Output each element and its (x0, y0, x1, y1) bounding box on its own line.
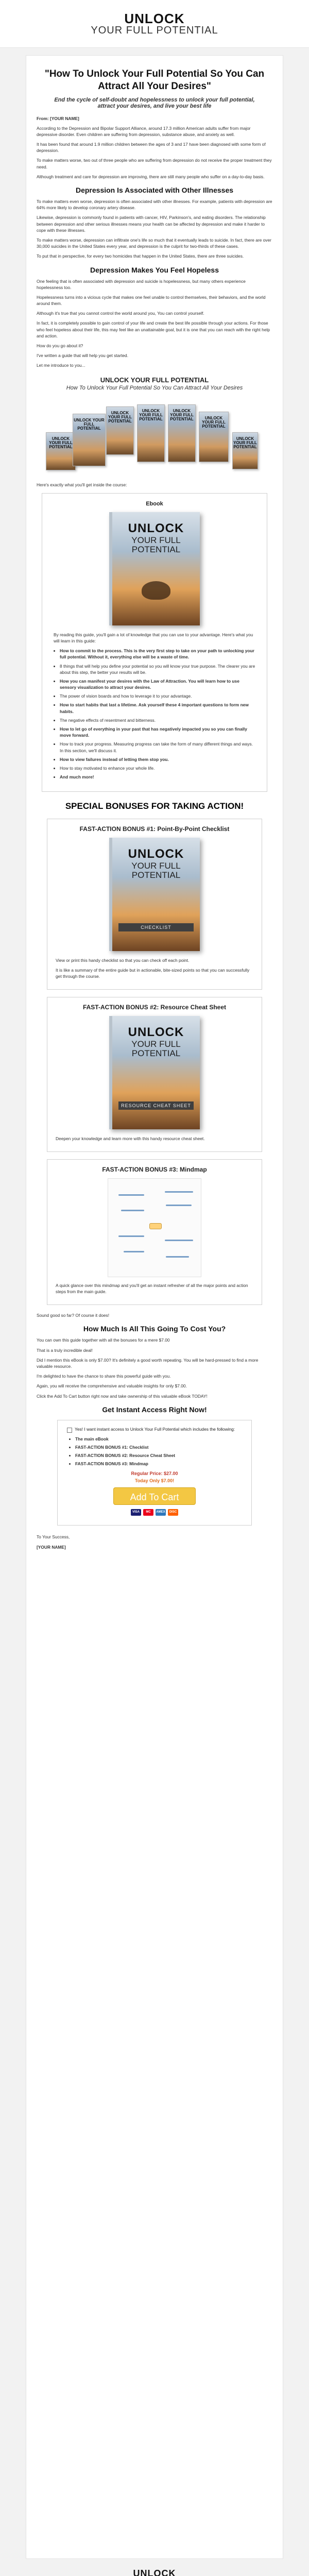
intro-paragraph: It has been found that around 1.9 million children between the ages of 3 and 17 have been diagnosed with some form of depression. (37, 142, 266, 154)
intro-paragraph: To make matters worse, two out of three people who are suffering from depression do not receive the proper treatment they need. (37, 158, 272, 170)
bundle-box-label: UNLOCK YOUR FULL POTENTIAL (233, 436, 257, 450)
list-item: • How to let go of everything in your past that has negatively impacted you so you can finally move forward. (60, 726, 255, 738)
cover-title: UNLOCK (128, 1025, 184, 1040)
order-heading: Get Instant Access Right Now! (102, 1405, 207, 1414)
section-paragraph: In fact, it is completely possible to gain control of your life and create the best life possible through your actions. For those who feel hopeless about their life, this may feel like an unattainable goal, but it is one that you can reach with the right help and action. (37, 320, 270, 338)
bonus-description: Deepen your knowledge and learn more with this handy resource cheat sheet. (56, 1136, 205, 1142)
pricing-heading: How Much Is All This Going To Cost You? (83, 1325, 226, 1333)
today-price: Today Only $7.00! (134, 1478, 175, 1484)
pricing-paragraph: Click the Add To Cart button right now and take ownership of this valuable eBook TODAY! (37, 1393, 208, 1399)
list-item: • How to start habits that last a lifetime. Ask yourself these 4 important questions to form new habits. (60, 702, 255, 714)
cover-subtitle: YOUR FULL POTENTIAL (131, 1039, 181, 1058)
cover-title: UNLOCK (128, 846, 184, 861)
list-item: • And much more! (60, 774, 255, 780)
ebook-bullet-list (54, 648, 255, 780)
list-item: • 8 things that will help you define your potential so you will know your true purpose. The clearer you are about this step, the better your results will be. (60, 663, 255, 675)
section-paragraph: Although it's true that you cannot control the world around you, You can control yourself. (37, 311, 204, 316)
section-paragraph: Let me introduce to you... (37, 363, 85, 368)
from-line: From: [YOUR NAME] (37, 115, 79, 121)
pricing-paragraph: I'm delighted to have the chance to share this powerful guide with you. (37, 1374, 171, 1379)
pricing-paragraph: You can own this guide together with all the bonuses for a mere $7.00 (37, 1337, 170, 1343)
bundle-box (232, 432, 258, 469)
bonus-card-1 (47, 819, 262, 990)
page-subtitle: End the cycle of self-doubt and hopelessness to unlock your full potential, attract your desires, and live your best life (54, 96, 255, 109)
cover-badge: RESOURCE CHEAT SHEET (118, 1101, 194, 1110)
bundle-box-label: UNLOCK YOUR FULL POTENTIAL (139, 408, 163, 422)
site-footer (0, 2559, 309, 2576)
list-item: • FAST-ACTION BONUS #2: Resource Cheat Sheet (75, 1452, 242, 1459)
bonuses-heading: SPECIAL BONUSES FOR TAKING ACTION! (65, 801, 244, 811)
cheat-sheet-cover (109, 1016, 200, 1129)
payment-cards (67, 1509, 242, 1516)
list-item: • The negative effects of resentment and bitterness. (60, 717, 255, 723)
section-paragraph: To put that in perspective, for every two homicides that happen in the United States, there are three suicides. (37, 253, 244, 259)
ebook-card (42, 493, 267, 792)
section-paragraph: How do you go about it? (37, 343, 83, 348)
section-paragraph: Hopelessness turns into a vicious cycle that makes one feel unable to control themselves, their behaviors, and the world around them. (37, 294, 266, 307)
site-header (0, 0, 309, 48)
cover-badge: CHECKLIST (118, 923, 194, 931)
discover-card-icon: DISC (168, 1509, 178, 1516)
signoff-name: [YOUR NAME] (37, 1544, 66, 1550)
brand-logo[interactable] (91, 12, 218, 36)
ebook-cover (109, 512, 200, 625)
list-item: • How to commit to the process. This is the very first step to take on your path to unlocking your full potential. Without it, everything else will be a waste of time. (60, 648, 255, 660)
section-paragraph: I've written a guide that will help you get started. (37, 353, 129, 359)
bonus-title: FAST-ACTION BONUS #1: Point-By-Point Checklist (79, 825, 230, 833)
bonus-description: View or print this handy checklist so that you can check off each point. (56, 957, 190, 963)
list-item: • FAST-ACTION BONUS #1: Checklist (75, 1444, 242, 1450)
list-item: • How to view failures instead of letting them stop you. (60, 756, 255, 762)
order-checkbox-row[interactable] (67, 1427, 242, 1433)
bundle-box-label: UNLOCK YOUR FULL POTENTIAL (108, 410, 132, 424)
mindmap-branch (165, 1240, 193, 1241)
list-item: • The power of vision boards and how to leverage it to your advantage. (60, 693, 255, 699)
section-heading: Depression Is Associated with Other Illnesses (75, 186, 234, 194)
cover-subtitle: YOUR FULL POTENTIAL (131, 860, 181, 880)
section-paragraph: Likewise, depression is commonly found in patients with cancer, HIV, Parkinson's, and eating disorders. The relationship between depression and other serious illnesses means your health can be affected by depression and make it harder to cope with these illnesses. (37, 215, 266, 233)
pricing-paragraph: Again, you will receive the comprehensive and valuable insights for only $7.00. (37, 1383, 187, 1389)
bonus-card-2 (47, 997, 262, 1152)
cover-title: UNLOCK (128, 521, 184, 535)
intro-paragraph: According to the Depression and Bipolar Support Alliance, around 17.3 million American adults suffer from major depressive disorder. Even children are suffering from depression, substance abuse, and anxiety as well. (37, 125, 251, 137)
add-to-cart-button[interactable]: Add To Cart (113, 1487, 196, 1505)
section-paragraph: Sound good so far? Of course it does! (37, 1313, 110, 1318)
bundle-box-label: UNLOCK YOUR FULL POTENTIAL (202, 415, 226, 429)
bundle-box (73, 414, 106, 466)
product-bundle-image (37, 396, 272, 473)
mindmap-image (108, 1178, 201, 1277)
list-item: • How to track your progress. Measuring progress can take the form of many different things and ways. In this section, we'll discuss it. (60, 741, 255, 753)
mindmap-branch (121, 1210, 144, 1211)
bundle-box (46, 432, 76, 470)
mindmap-branch (118, 1194, 144, 1196)
section-heading: Depression Makes You Feel Hopeless (90, 265, 219, 274)
order-box (57, 1420, 252, 1526)
regular-price: Regular Price: $27.00 (131, 1471, 178, 1477)
list-item: • How to stay motivated to enhance your whole life. (60, 765, 255, 771)
bundle-box-label: UNLOCK YOUR FULL POTENTIAL (49, 436, 73, 450)
bundle-box (199, 412, 229, 462)
product-title: UNLOCK YOUR FULL POTENTIAL (100, 376, 209, 384)
mindmap-branch (166, 1256, 189, 1258)
bonus-description: It is like a summary of the entire guide but in actionable, bite-sized points so that you can successfully get through the course. (56, 968, 250, 979)
mindmap-center-node (149, 1223, 162, 1229)
mindmap-branch (124, 1251, 144, 1252)
hand-image (142, 581, 170, 600)
bonus-description: A quick glance over this mindmap and you'll get an instant refresher of all the major points and action steps from the main guide. (56, 1282, 248, 1295)
order-checkbox[interactable] (67, 1428, 72, 1433)
pricing-paragraph: That is a truly incredible deal! (37, 1347, 93, 1353)
section-paragraph: Here's exactly what you'll get inside the course: (37, 482, 127, 487)
product-subtitle: How To Unlock Your Full Potential So You Can Attract All Your Desires (66, 384, 243, 391)
bonus-title: FAST-ACTION BONUS #2: Resource Cheat Sheet (82, 1004, 227, 1011)
list-item: • FAST-ACTION BONUS #3: Mindmap (75, 1461, 242, 1467)
mindmap-branch (166, 1205, 192, 1206)
footer-logo[interactable] (109, 2569, 201, 2576)
mindmap-branch (118, 1235, 144, 1237)
bundle-box-label: UNLOCK YOUR FULL POTENTIAL (170, 408, 194, 422)
page-title: "How To Unlock Your Full Potential So You Can Attract All Your Desires" (44, 69, 265, 92)
cover-subtitle: YOUR FULL POTENTIAL (131, 535, 181, 554)
logo-line-1: UNLOCK (133, 2568, 176, 2576)
bundle-box-label: UNLOCK YOUR FULL POTENTIAL (74, 417, 105, 431)
list-item: • The main eBook (75, 1436, 242, 1442)
section-paragraph: One feeling that is often associated with depression and suicide is hopelessness, but many others experience hopelessness too. (37, 278, 246, 290)
list-item: • How you can manifest your desires with the Law of Attraction. You will learn how to use sensory visualization to attract your desires. (60, 678, 255, 690)
bonus-card-3 (47, 1159, 262, 1305)
intro-paragraph: Although treatment and care for depression are improving, there are still many people who suffer on a day-to-day basis. (37, 174, 265, 179)
mastercard-icon: MC (143, 1509, 153, 1516)
mindmap-branch (165, 1191, 193, 1193)
sales-page-body (26, 55, 283, 2559)
pricing-paragraph: Did I mention this eBook is only $7.00? It's definitely a good worth repeating. You will be hard-pressed to find a more valuable resource. (37, 1357, 259, 1369)
bundle-box (168, 404, 196, 462)
bonus-title: FAST-ACTION BONUS #3: Mindmap (102, 1166, 207, 1174)
logo-line-2: YOUR FULL POTENTIAL (91, 25, 218, 36)
bundle-box (137, 404, 165, 462)
order-items-list (69, 1436, 242, 1467)
section-paragraph: To make matters worse, depression can infiltrate one's life so much that it eventually leads to suicide. In fact, there are over 30,000 suicides in the United States every year, and depression is the culprit for two-thirds of these cases. (37, 237, 271, 249)
ebook-card-title: Ebook (146, 500, 163, 507)
order-checkbox-label: Yes! I want instant access to Unlock Your Full Potential which includes the following: (75, 1426, 235, 1432)
section-paragraph: To make matters even worse, depression is often associated with other illnesses. For example, patients with depression are 64% more likely to develop coronary artery disease. (37, 199, 272, 211)
logo-line-1: UNLOCK (124, 11, 185, 26)
visa-card-icon: VISA (131, 1509, 141, 1516)
amex-card-icon: AMEX (156, 1509, 166, 1516)
checklist-cover (109, 838, 200, 951)
bundle-box (106, 406, 134, 455)
signoff-line: To Your Success, (37, 1534, 70, 1540)
ebook-intro: By reading this guide, you'll gain a lot of knowledge that you can use to your advantage. Here's what you will learn in this guide: (54, 632, 253, 643)
